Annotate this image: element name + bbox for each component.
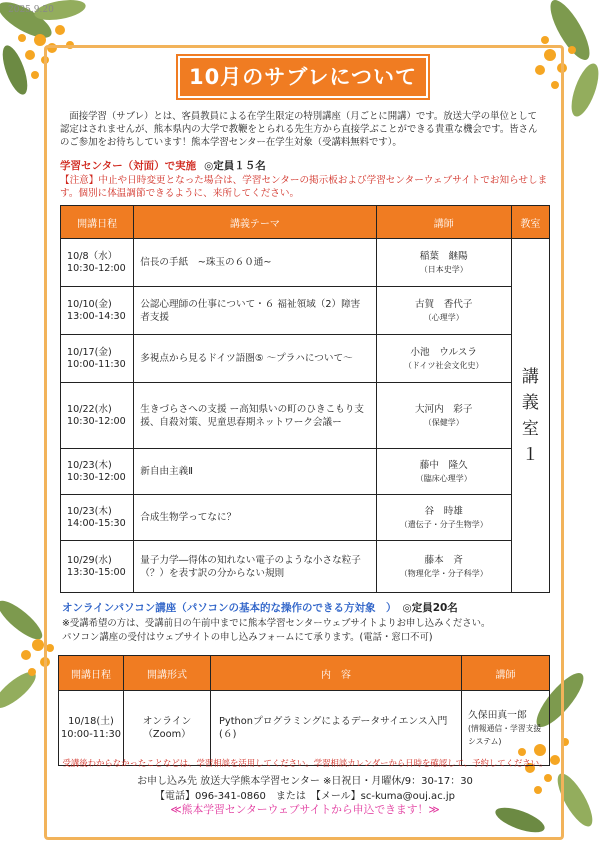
row-date: 10/23(木) 14:00-15:30 [61,495,134,541]
date-stamp: 2025.9.20 [8,5,54,15]
row-date: 10/22(水) 10:30-12:00 [61,383,134,449]
contact-phone-email: 【電話】096-341-0860 または 【メール】sc-kuma@ouj.ac.jp [155,791,455,802]
header-lecturer: 講師 [376,206,511,239]
header-date: 開講日程 [59,656,124,691]
header-date: 開講日程 [61,206,134,239]
row-lecturer: 小池 ウルスラ （ドイツ社会文化史） [376,335,511,383]
website-link[interactable]: ≪熊本学習センターウェブサイトから申込できます！≫ [170,803,440,816]
consultation-note: 受講後わからなかったことなどは、学習相談を活用してください。学習相談カレンダーから日時を確認して、予約してください。 [62,758,548,768]
row-lecturer: 藤本 斉 （物理化学・分子科学） [376,541,511,593]
row-date: 10/23(木) 10:30-12:00 [61,449,134,495]
table-row [61,383,550,449]
table-row [61,335,550,383]
header-content: 内 容 [211,656,462,691]
onsite-section-heading [60,158,266,173]
row-lecturer: 稲葉 継陽 （日本史学） [376,239,511,287]
header-theme: 講義テーマ [134,206,376,239]
row-content: Pythonプログラミングによるデータサイエンス入門(６) [211,691,462,766]
table-row [61,239,550,287]
row-theme: 合成生物学ってなに？ [134,495,376,541]
row-theme: 公認心理師の仕事について・６ 福祉領域（2）障害者支援 [134,287,376,335]
table-row [61,541,550,593]
header-room: 教室 [511,206,549,239]
onsite-lecture-table [60,205,550,593]
intro-text: 面接学習（サブレ）とは、客員教員による在学生限定の特別講座（月ごとに開講）です。放送大学の単位として認定はされませんが、熊本県内の大学で教鞭をとられる先生方から直接学ぶことができる貴重な機会です。皆さんのご参加をお待ちしています！熊本学習センター在学生対象（受講料無料です）。 [60,111,538,148]
table-row [61,449,550,495]
table-row [59,691,550,766]
row-theme: 多視点から見るドイツ語圏⑤ ～プラハについて～ [134,335,376,383]
online-note-2: パソコン講座の受付はウェブサイトの申し込みフォームにて承ります。(電話・窓口不可) [62,632,433,643]
table-row [61,287,550,335]
row-date: 10/29(水) 13:30-15:00 [61,541,134,593]
row-date: 10/17(金) 10:00-11:30 [61,335,134,383]
contact-office: お申し込み先 放送大学熊本学習センター ※日祝日・月曜休/9：30-17：30 [137,776,473,787]
table-header-row [61,206,550,239]
online-section-label: オンラインパソコン講座（パソコンの基本的な操作のできる方対象 ） [62,602,397,614]
room-cell: 講 義 室 １ [511,239,549,593]
row-theme: 信長の手紙 ~珠玉の６０通~ [134,239,376,287]
row-lecturer: 谷 時雄 （遺伝子・分子生物学） [376,495,511,541]
table-row [61,495,550,541]
row-date: 10/8（水） 10:30-12:00 [61,239,134,287]
row-lecturer: 大河内 彩子 （保健学） [376,383,511,449]
online-capacity: ◎定員20名 [402,602,458,614]
page-title: 10月のサブレについて [180,58,426,96]
online-section-heading [62,600,458,615]
row-theme: 量子力学―得体の知れない電子のような小さな粒子（？）を表す訳の分からない規則 [134,541,376,593]
header-format: 開講形式 [124,656,211,691]
online-lecture-table [58,655,550,766]
online-notes [62,617,490,645]
notice-text: 【注意】中止や日時変更となった場合は、学習センターの掲示板および学習センターウェブサイトでお知らせします。個別に体温調節できるように、来所してください。 [60,175,548,199]
row-theme: 生きづらさへの支援 ー高知県いの町のひきこもり支援、自殺対策、児童思春期ネットワーク会議ー [134,383,376,449]
onsite-capacity: ◎定員１５名 [204,160,266,172]
row-lecturer: 藤中 隆久 （臨床心理学） [376,449,511,495]
row-date: 10/10(金) 13:00-14:30 [61,287,134,335]
row-format: オンライン（Zoom） [124,691,211,766]
row-date: 10/18(土) 10:00-11:30 [59,691,124,766]
onsite-section-label: 学習センター（対面）で実施 [60,160,197,172]
row-theme: 新自由主義Ⅱ [134,449,376,495]
row-lecturer: 古賀 香代子 （心理学） [376,287,511,335]
header-lecturer: 講師 [462,656,550,691]
online-note-1: ※受講希望の方は、受講前日の午前中までに熊本学習センターウェブサイトよりお申し込みください。 [62,618,491,629]
table-header-row [59,656,550,691]
row-lecturer: 久保田真一郎 (情報通信・学習支援システム) [462,691,550,766]
